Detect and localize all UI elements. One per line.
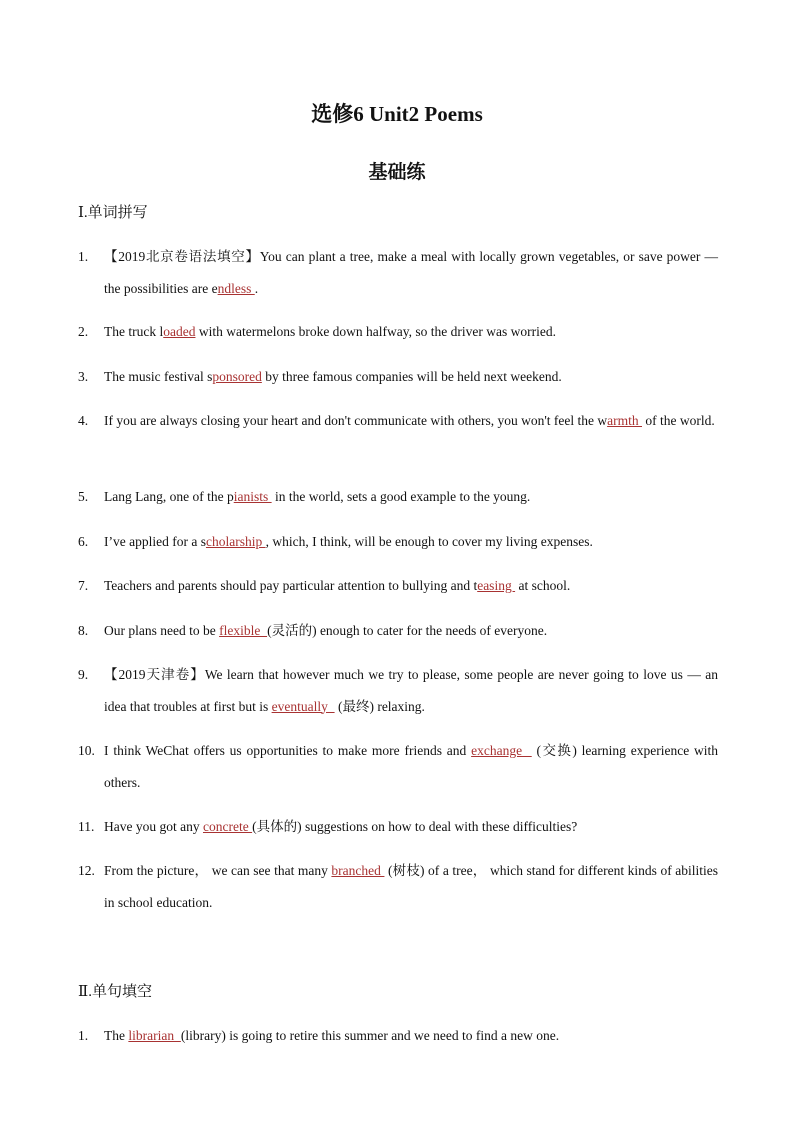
item-text: (交换) learning experience with others. <box>104 743 719 790</box>
exercise-item <box>78 1020 718 1052</box>
exercise-item <box>78 855 718 918</box>
item-text: , which, I think, will be enough to cover my living expenses. <box>265 534 593 549</box>
item-text: (灵活的) enough to cater for the needs of everyone. <box>267 623 548 638</box>
item-number: 4. <box>78 413 89 428</box>
answer-text: ndless <box>217 280 255 296</box>
answer-text: eventually <box>271 698 335 714</box>
item-text: 【2019天津卷】We learn that however much we try to please, some people are never going to love us — an idea that troubles at first but is <box>104 667 718 714</box>
item-text: The music festival s <box>104 369 213 384</box>
exercise-item <box>78 735 718 798</box>
item-text: (树枝) of a tree， which stand for different kinds of abilities in school education. <box>104 863 718 910</box>
item-text: at school. <box>515 578 571 593</box>
answer-text: librarian <box>128 1028 181 1043</box>
exercise-item <box>78 570 718 602</box>
exercise-item <box>78 811 718 843</box>
exercise-item <box>78 481 718 513</box>
item-number: 9. <box>78 667 89 682</box>
item-text: (library) is going to retire this summer and we need to find a new one. <box>180 1028 560 1043</box>
section-heading-sentence-fill: Ⅱ.单句填空 <box>78 984 152 1000</box>
item-text: I think WeChat offers us opportunities to make more friends and <box>104 743 472 758</box>
document-title: 选修6 Unit2 Poems <box>311 102 483 126</box>
answer-text: exchange <box>471 743 532 758</box>
answer-text: easing <box>477 578 516 593</box>
document-subtitle: 基础练 <box>368 162 426 183</box>
item-text: Lang Lang, one of the p <box>104 489 234 504</box>
item-text: Have you got any <box>104 819 203 834</box>
item-number: 7. <box>78 578 89 593</box>
section-heading-spelling: Ⅰ.单词拼写 <box>78 205 148 221</box>
answer-text: cholarship <box>205 534 266 549</box>
item-text: with watermelons broke down halfway, so the driver was worried. <box>195 324 556 339</box>
item-text: by three famous companies will be held next weekend. <box>261 369 562 384</box>
item-text: (最终) relaxing. <box>334 698 425 714</box>
exercise-item <box>78 526 718 558</box>
answer-text: ponsored <box>212 369 262 384</box>
item-number: 10. <box>78 743 95 758</box>
item-number: 12. <box>78 863 95 878</box>
item-number: 1. <box>78 1028 89 1043</box>
item-text: From the picture， we can see that many <box>104 863 332 878</box>
exercise-item <box>78 241 718 304</box>
exercise-item <box>78 405 718 437</box>
answer-text: armth <box>607 413 642 428</box>
item-number: 1. <box>78 249 89 264</box>
item-number: 3. <box>78 369 89 384</box>
item-text: The truck l <box>104 324 164 339</box>
item-number: 8. <box>78 623 89 638</box>
exercise-item <box>78 659 718 722</box>
item-number: 11. <box>78 819 95 834</box>
item-number: 6. <box>78 534 89 549</box>
exercise-item <box>78 316 718 348</box>
item-number: 2. <box>78 324 89 339</box>
item-text: The <box>104 1028 129 1043</box>
answer-text: oaded <box>163 324 196 339</box>
item-text: in the world, sets a good example to the young. <box>271 489 531 504</box>
answer-text: ianists <box>233 489 272 504</box>
exercise-item <box>78 615 718 647</box>
item-text: of the world. <box>641 413 715 428</box>
answer-text: concrete <box>202 819 253 834</box>
exercise-item <box>78 361 718 393</box>
item-number: 5. <box>78 489 89 504</box>
answer-text: branched <box>331 863 385 878</box>
item-text: Teachers and parents should pay particular attention to bullying and t <box>104 578 478 593</box>
item-text: 【2019北京卷语法填空】You can plant a tree, make a meal with locally grown vegetables, or save power — the possibilities are e <box>104 249 718 296</box>
item-text: If you are always closing your heart and don't communicate with others, you won't feel the w <box>104 413 608 428</box>
item-text: I’ve applied for a s <box>104 534 206 549</box>
item-text: Our plans need to be <box>104 623 220 638</box>
answer-text: flexible <box>219 623 268 638</box>
item-text: . <box>254 280 259 296</box>
item-text: (具体的) suggestions on how to deal with these difficulties? <box>252 819 578 834</box>
